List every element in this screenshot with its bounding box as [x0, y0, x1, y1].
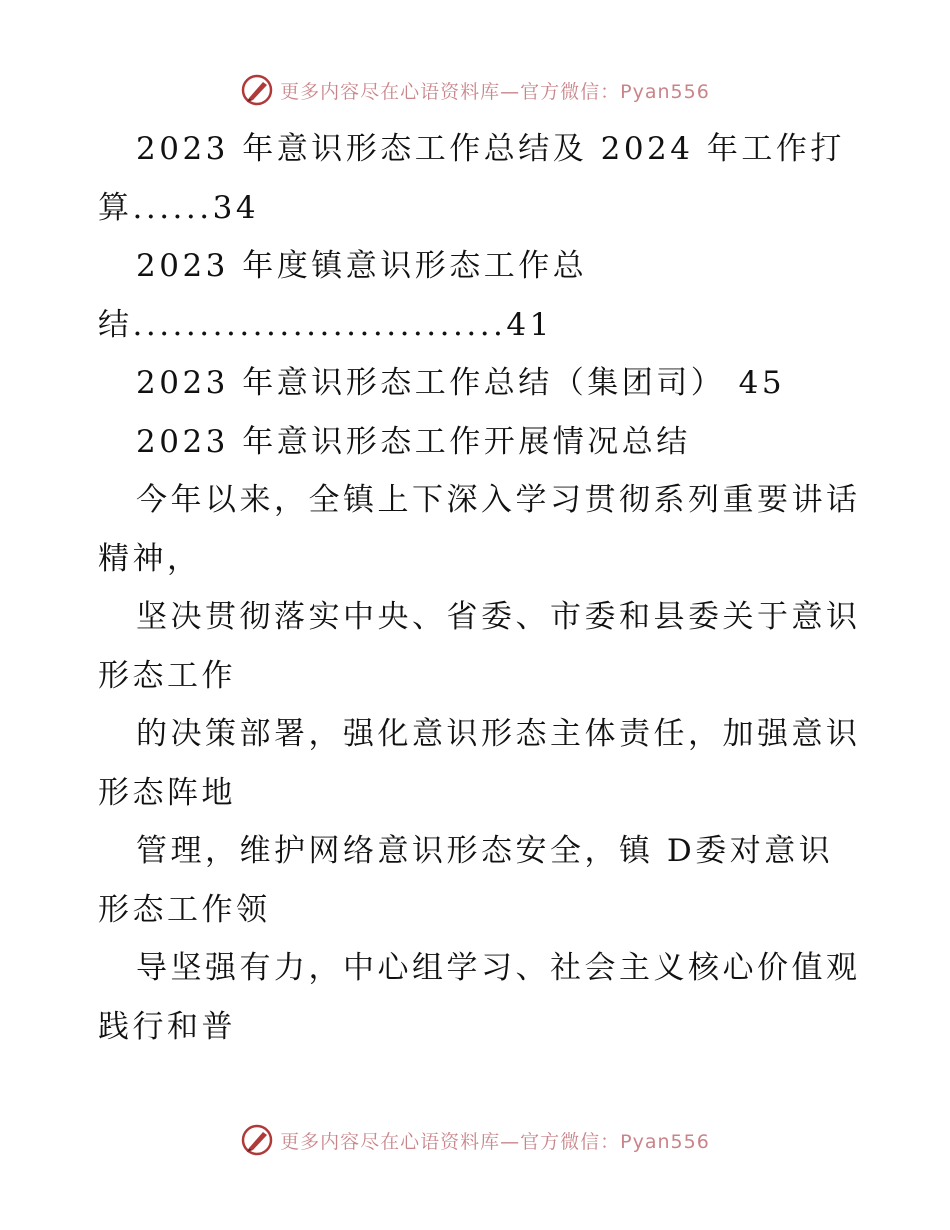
- document-line: 形态阵地: [98, 774, 236, 811]
- footer-banner-text: 更多内容尽在心语资料库—官方微信：Pyan556: [280, 1130, 710, 1153]
- pen-logo-icon: [240, 73, 274, 107]
- document-line: 结............................41: [98, 306, 553, 343]
- document-line: 践行和普: [98, 1008, 236, 1045]
- pen-logo-icon: [240, 1123, 274, 1157]
- document-line: 管理，维护网络意识形态安全，镇 D委对意识: [136, 833, 834, 869]
- document-line: 2023 年度镇意识形态工作总: [136, 248, 588, 284]
- document-line: 今年以来，全镇上下深入学习贯彻系列重要讲话: [136, 482, 861, 518]
- document-line: 导坚强有力，中心组学习、社会主义核心价值观: [136, 950, 861, 986]
- document-line: 形态工作: [98, 657, 236, 694]
- document-line: 算......34: [98, 189, 260, 226]
- header-banner-text: 更多内容尽在心语资料库—官方微信：Pyan556: [280, 80, 710, 103]
- document-line: 2023 年意识形态工作开展情况总结: [136, 423, 691, 460]
- document-line: 精神，: [98, 540, 202, 577]
- document-line: 2023 年意识形态工作总结（集团司） 45: [136, 365, 786, 401]
- document-line: 2023 年意识形态工作总结及 2024 年工作打: [136, 131, 845, 167]
- footer-banner: [0, 1120, 950, 1160]
- document-line: 形态工作领: [98, 891, 271, 928]
- document-line: 的决策部署，强化意识形态主体责任，加强意识: [136, 716, 861, 752]
- document-line: 坚决贯彻落实中央、省委、市委和县委关于意识: [136, 599, 861, 635]
- header-banner: [0, 70, 950, 110]
- document-body: [98, 120, 878, 1056]
